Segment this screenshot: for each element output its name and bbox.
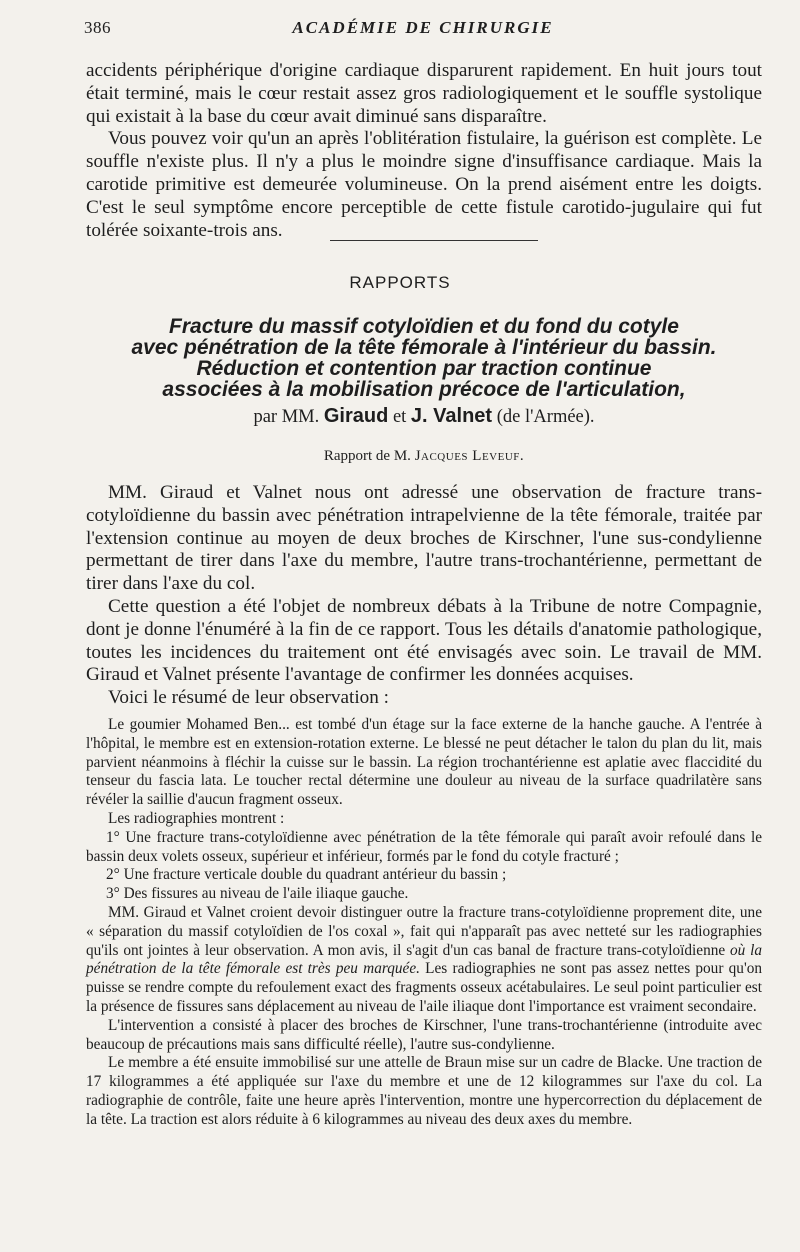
finding-item: 1° Une fracture trans-cotyloïdienne avec pénétration de la tête fémorale qui paraît avoir refoulé dans le bassin deux volets osseux, supérieur et inférieur, formés par le fond du cotyle fracturé ; (86, 828, 762, 865)
report-prefix: Rapport de M. (323, 448, 411, 464)
running-header (84, 18, 762, 44)
observation-paragraph (86, 904, 762, 1017)
journal-title: ACADÉMIE DE CHIRURGIE (292, 18, 554, 37)
author-name: Giraud (323, 405, 389, 427)
observation-paragraph: Le membre a été ensuite immobilisé sur une attelle de Braun mise sur un cadre de Blacke. Une traction de 17 kilogrammes a été appliquée sur l'axe du membre et une de 12 kilogrammes sur l'axe du col. La radiographie de contrôle, faite une heure après l'intervention, montre une hypercorrection du déplacement de la tête. La traction est alors réduite à 6 kilogrammes au niveau des deux axes du membre. (86, 1054, 762, 1128)
main-paragraph: MM. Giraud et Valnet nous ont adressé une observation de fracture trans-cotyloïdienne du bassin avec pénétration intrapelvienne de la tête fémorale, traitée par l'extension continue au moyen de deux broches de Kirschner, l'une sus-condylienne permettant de tirer dans l'axe du membre, l'autre trans-trochantérienne, permettant de tirer dans l'axe du col. (86, 482, 762, 595)
finding-item: 2° Une fracture verticale double du quadrant antérieur du bassin ; (106, 866, 507, 884)
article-title-line: associées à la mobilisation précoce de l'articulation, (162, 378, 686, 401)
article-title-line: avec pénétration de la tête fémorale à l'intérieur du bassin. (131, 336, 717, 359)
reporter-name: Jacques Leveuf. (414, 448, 525, 464)
observation-text (86, 716, 762, 1130)
article-title (86, 316, 762, 400)
intro-paragraph: Vous pouvez voir qu'un an après l'oblitération fistulaire, la guérison est complète. Le souffle n'existe plus. Il n'y a plus le moindre signe d'insuffisance cardiaque. Mais la carotide primitive est demeurée volumineuse. On la prend aisément entre les doigts. C'est le seul symptôme encore perceptible de cette fistule carotido-jugulaire qui fut tolérée soixante-trois ans. (86, 128, 762, 241)
paragraph-text: Les radiographies ne sont pas assez nettes pour qu'on puisse se rendre compte du refoulement exact des fragments osseux acétabulaires. Le seul point particulier est la présence de fissures sans déplacement au niveau de l'aile iliaque dont l'importance est vraiment secondaire. (86, 960, 762, 1015)
main-text (86, 482, 762, 710)
main-paragraph: Voici le résumé de leur observation : (108, 687, 389, 709)
report-by-line (86, 448, 762, 465)
authors-line (86, 405, 762, 428)
paragraph-text: MM. Giraud et Valnet croient devoir distinguer outre la fracture trans-cotyloïdienne proprement dite, une « séparation du massif cotyloïdien de l'os coxal », fait qui n'apparaît pas avec netteté sur les radiographies qu'ils ont jointes à leur observation. A mon avis, il s'agit d'un cas banal de fracture trans-cotyloïdienne (86, 903, 762, 959)
authors-and: et (392, 407, 407, 427)
finding-item: 3° Des fissures au niveau de l'aile iliaque gauche. (106, 885, 409, 903)
main-paragraph: Cette question a été l'objet de nombreux débats à la Tribune de notre Compagnie, dont je donne l'énuméré à la fin de ce rapport. Tous les détails d'anatomie pathologique, toutes les incidences du traitement ont été envisagés avec soin. Le travail de MM. Giraud et Valnet présente l'avantage de confirmer les données acquises. (86, 595, 762, 686)
article-title-line: Fracture du massif cotyloïdien et du fond du cotyle (169, 315, 679, 338)
radiographs-intro: Les radiographies montrent : (108, 809, 285, 827)
observation-paragraph: L'intervention a consisté à placer des broches de Kirschner, l'une trans-trochantérienne (introduite avec beaucoup de précautions mais sans difficulté réelle), l'autre sus-condylienne. (86, 1016, 762, 1053)
page-number: 386 (84, 18, 111, 37)
author-name: J. Valnet (410, 405, 493, 427)
section-heading: RAPPORTS (349, 273, 451, 292)
article-title-line: Réduction et contention par traction continue (196, 357, 652, 380)
intro-paragraph: accidents périphérique d'origine cardiaque disparurent rapidement. En huit jours tout était terminé, mais le cœur restait assez gros radiologiquement et le souffle systolique qui existait à la base du cœur avait diminué sans disparaître. (86, 60, 762, 127)
observation-paragraph: Le goumier Mohamed Ben... est tombé d'un étage sur la face externe de la hanche gauche. A l'entrée à l'hôpital, le membre est en extension-rotation externe. Le blessé ne peut détacher le talon du plan du lit, mais parvient néanmoins à fléchir la cuisse sur le bassin. La région trochantérienne est aplatie avec flaccidité du tenseur du fascia lata. Le toucher rectal détermine une douleur au niveau de la surface quadrilatère sans révéler la saillie d'aucun fragment osseux. (86, 716, 762, 809)
italic-emphasis: où la pénétration de la tête fémorale est très peu marquée. (86, 941, 762, 978)
intro-text (86, 60, 762, 242)
section-divider (330, 240, 538, 241)
authors-prefix: par MM. (253, 407, 320, 427)
authors-affiliation: (de l'Armée). (496, 407, 595, 427)
